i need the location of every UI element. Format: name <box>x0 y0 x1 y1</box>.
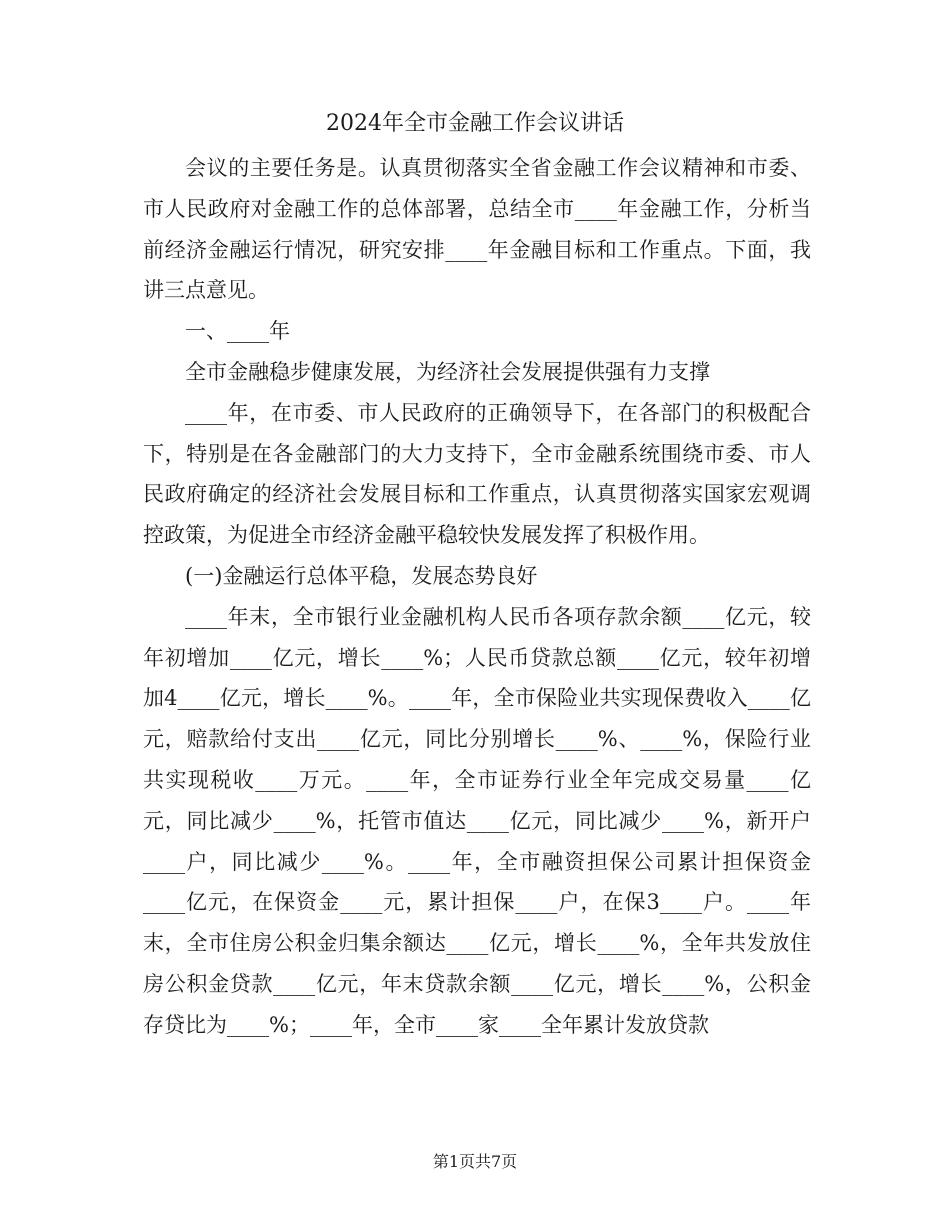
section-heading-one: 一、____年 <box>185 319 290 344</box>
paragraph-intro: 会议的主要任务是。认真贯彻落实全省金融工作会议精神和市委、市人民政府对金融工作的总体部署，总结全市____年金融工作，分析当前经济金融运行情况，研究安排____年金融目标和工作重点。下面，我讲三点意见。 <box>143 156 811 303</box>
paragraph-statistics: ____年末，全市银行业金融机构人民币各项存款余额____亿元，较年初增加____亿元，增长____%；人民币贷款总额____亿元，较年初增加4____亿元，增长____%。____年，全市保险业共实现保费收入____亿元，赔款给付支出____亿元，同比分别增长____%、____%，保险行业共实现税收____万元。____年，全市证券行业全年完成交易量____亿元，同比减少____%，托管市值达____亿元，同比减少____%，新开户____户，同比减少____%。____年，全市融资担保公司累计担保资金____亿元，在保资金____元，累计担保____户，在保3____户。____年末，全市住房公积金归集余额达____亿元，增长____%，全年共发放住房公积金贷款____亿元，年末贷款余额____亿元，增长____%，公积金存贷比为____%；____年，全市____家____全年累计发放贷款 <box>143 604 811 1037</box>
paragraph-overview: ____年，在市委、市人民政府的正确领导下，在各部门的积极配合下，特别是在各金融部门的大力支持下，全市金融系统围绕市委、市人民政府确定的经济社会发展目标和工作重点，认真贯彻落实国家宏观调控政策，为促进全市经济金融平稳较快发展发挥了积极作用。 <box>143 400 811 548</box>
page-number: 第1页共7页 <box>432 1152 518 1171</box>
subsection-heading: (一)金融运行总体平稳，发展态势良好 <box>185 563 538 588</box>
document-body <box>143 148 811 1046</box>
section-subtitle: 全市金融稳步健康发展，为经济社会发展提供强有力支撑 <box>185 359 710 384</box>
document-title: 2024年全市金融工作会议讲话 <box>326 111 624 136</box>
